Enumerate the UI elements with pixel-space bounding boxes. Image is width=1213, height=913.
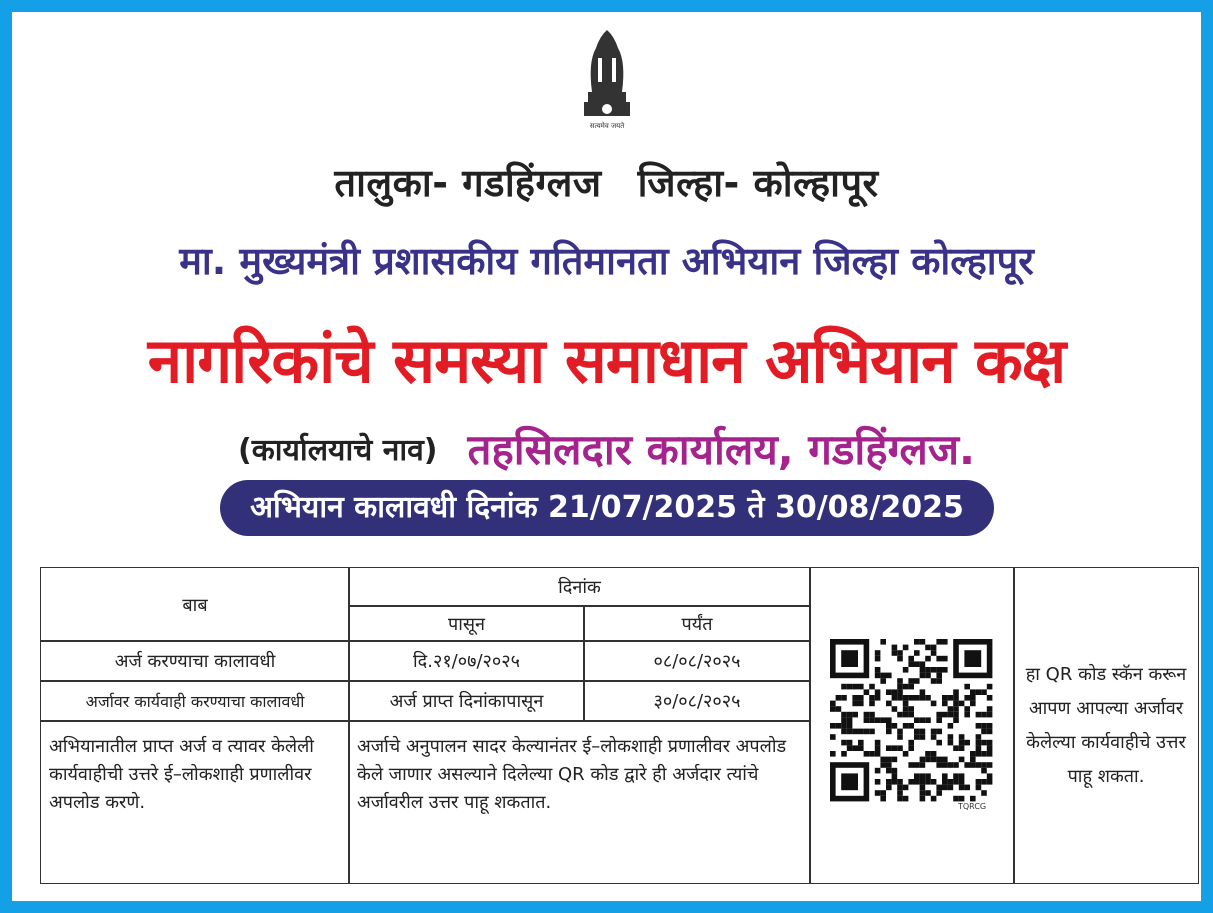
emblem-motto: सत्यमेव जयते — [589, 122, 625, 130]
district-text: जिल्हा- कोल्हापूर — [637, 161, 879, 205]
row-to: ०८/०८/२०२५ — [583, 640, 811, 682]
office-name: तहसिलदार कार्यालय, गडहिंग्लज. — [467, 425, 975, 474]
headline: नागरिकांचे समस्या समाधान अभियान कक्ष — [147, 324, 1066, 397]
row-from: दि.२१/०७/२०२५ — [348, 640, 585, 682]
schedule-table — [40, 567, 1199, 884]
qr-brand: TQRCG — [958, 802, 987, 811]
taluka-text: तालुका- गडहिंग्लज — [334, 161, 602, 205]
upload-subject: अभियानातील प्राप्त अर्ज व त्यावर केलेली कार्यवाहीची उत्तरे ई–लोकशाही प्रणालीवर अपलोड करणे. — [40, 720, 350, 884]
office-line — [12, 420, 1201, 477]
ashoka-emblem — [578, 22, 636, 132]
row-to: ३०/०८/२०२५ — [583, 680, 811, 722]
period-banner: अभियान कालावधी दिनांक 21/07/2025 ते 30/08/2025 — [220, 480, 994, 536]
subject-header: बाब — [40, 567, 350, 642]
to-header: पर्यंत — [583, 605, 811, 642]
row-from: अर्ज प्राप्त दिनांकापासून — [348, 680, 585, 722]
row-subject: अर्ज करण्याचा कालावधी — [40, 640, 350, 682]
qr-instruction: हा QR कोड स्कॅन करून आपण आपल्या अर्जावर केलेल्या कार्यवाहीचे उत्तर पाहू शकता. — [1013, 567, 1199, 884]
upload-detail: अर्जाचे अनुपालन सादर केल्यानंतर ई–लोकशाही प्रणालीवर अपलोड केले जाणार असल्याने दिलेल्या QR कोड द्वारे ही अर्जदार त्यांचे अर्जावरील उत्तर पाहू शकतात. — [348, 720, 811, 884]
poster — [12, 12, 1201, 901]
location-line — [12, 156, 1201, 208]
from-header: पासून — [348, 605, 585, 642]
row-subject: अर्जावर कार्यवाही करण्याचा कालावधी — [40, 680, 350, 722]
campaign-title: मा. मुख्यमंत्री प्रशासकीय गतिमानता अभियान जिल्हा कोल्हापूर — [179, 239, 1034, 283]
qr-code[interactable] — [830, 639, 1000, 811]
office-label: (कार्यालयाचे नाव) — [238, 433, 438, 468]
date-header: दिनांक — [348, 567, 811, 607]
